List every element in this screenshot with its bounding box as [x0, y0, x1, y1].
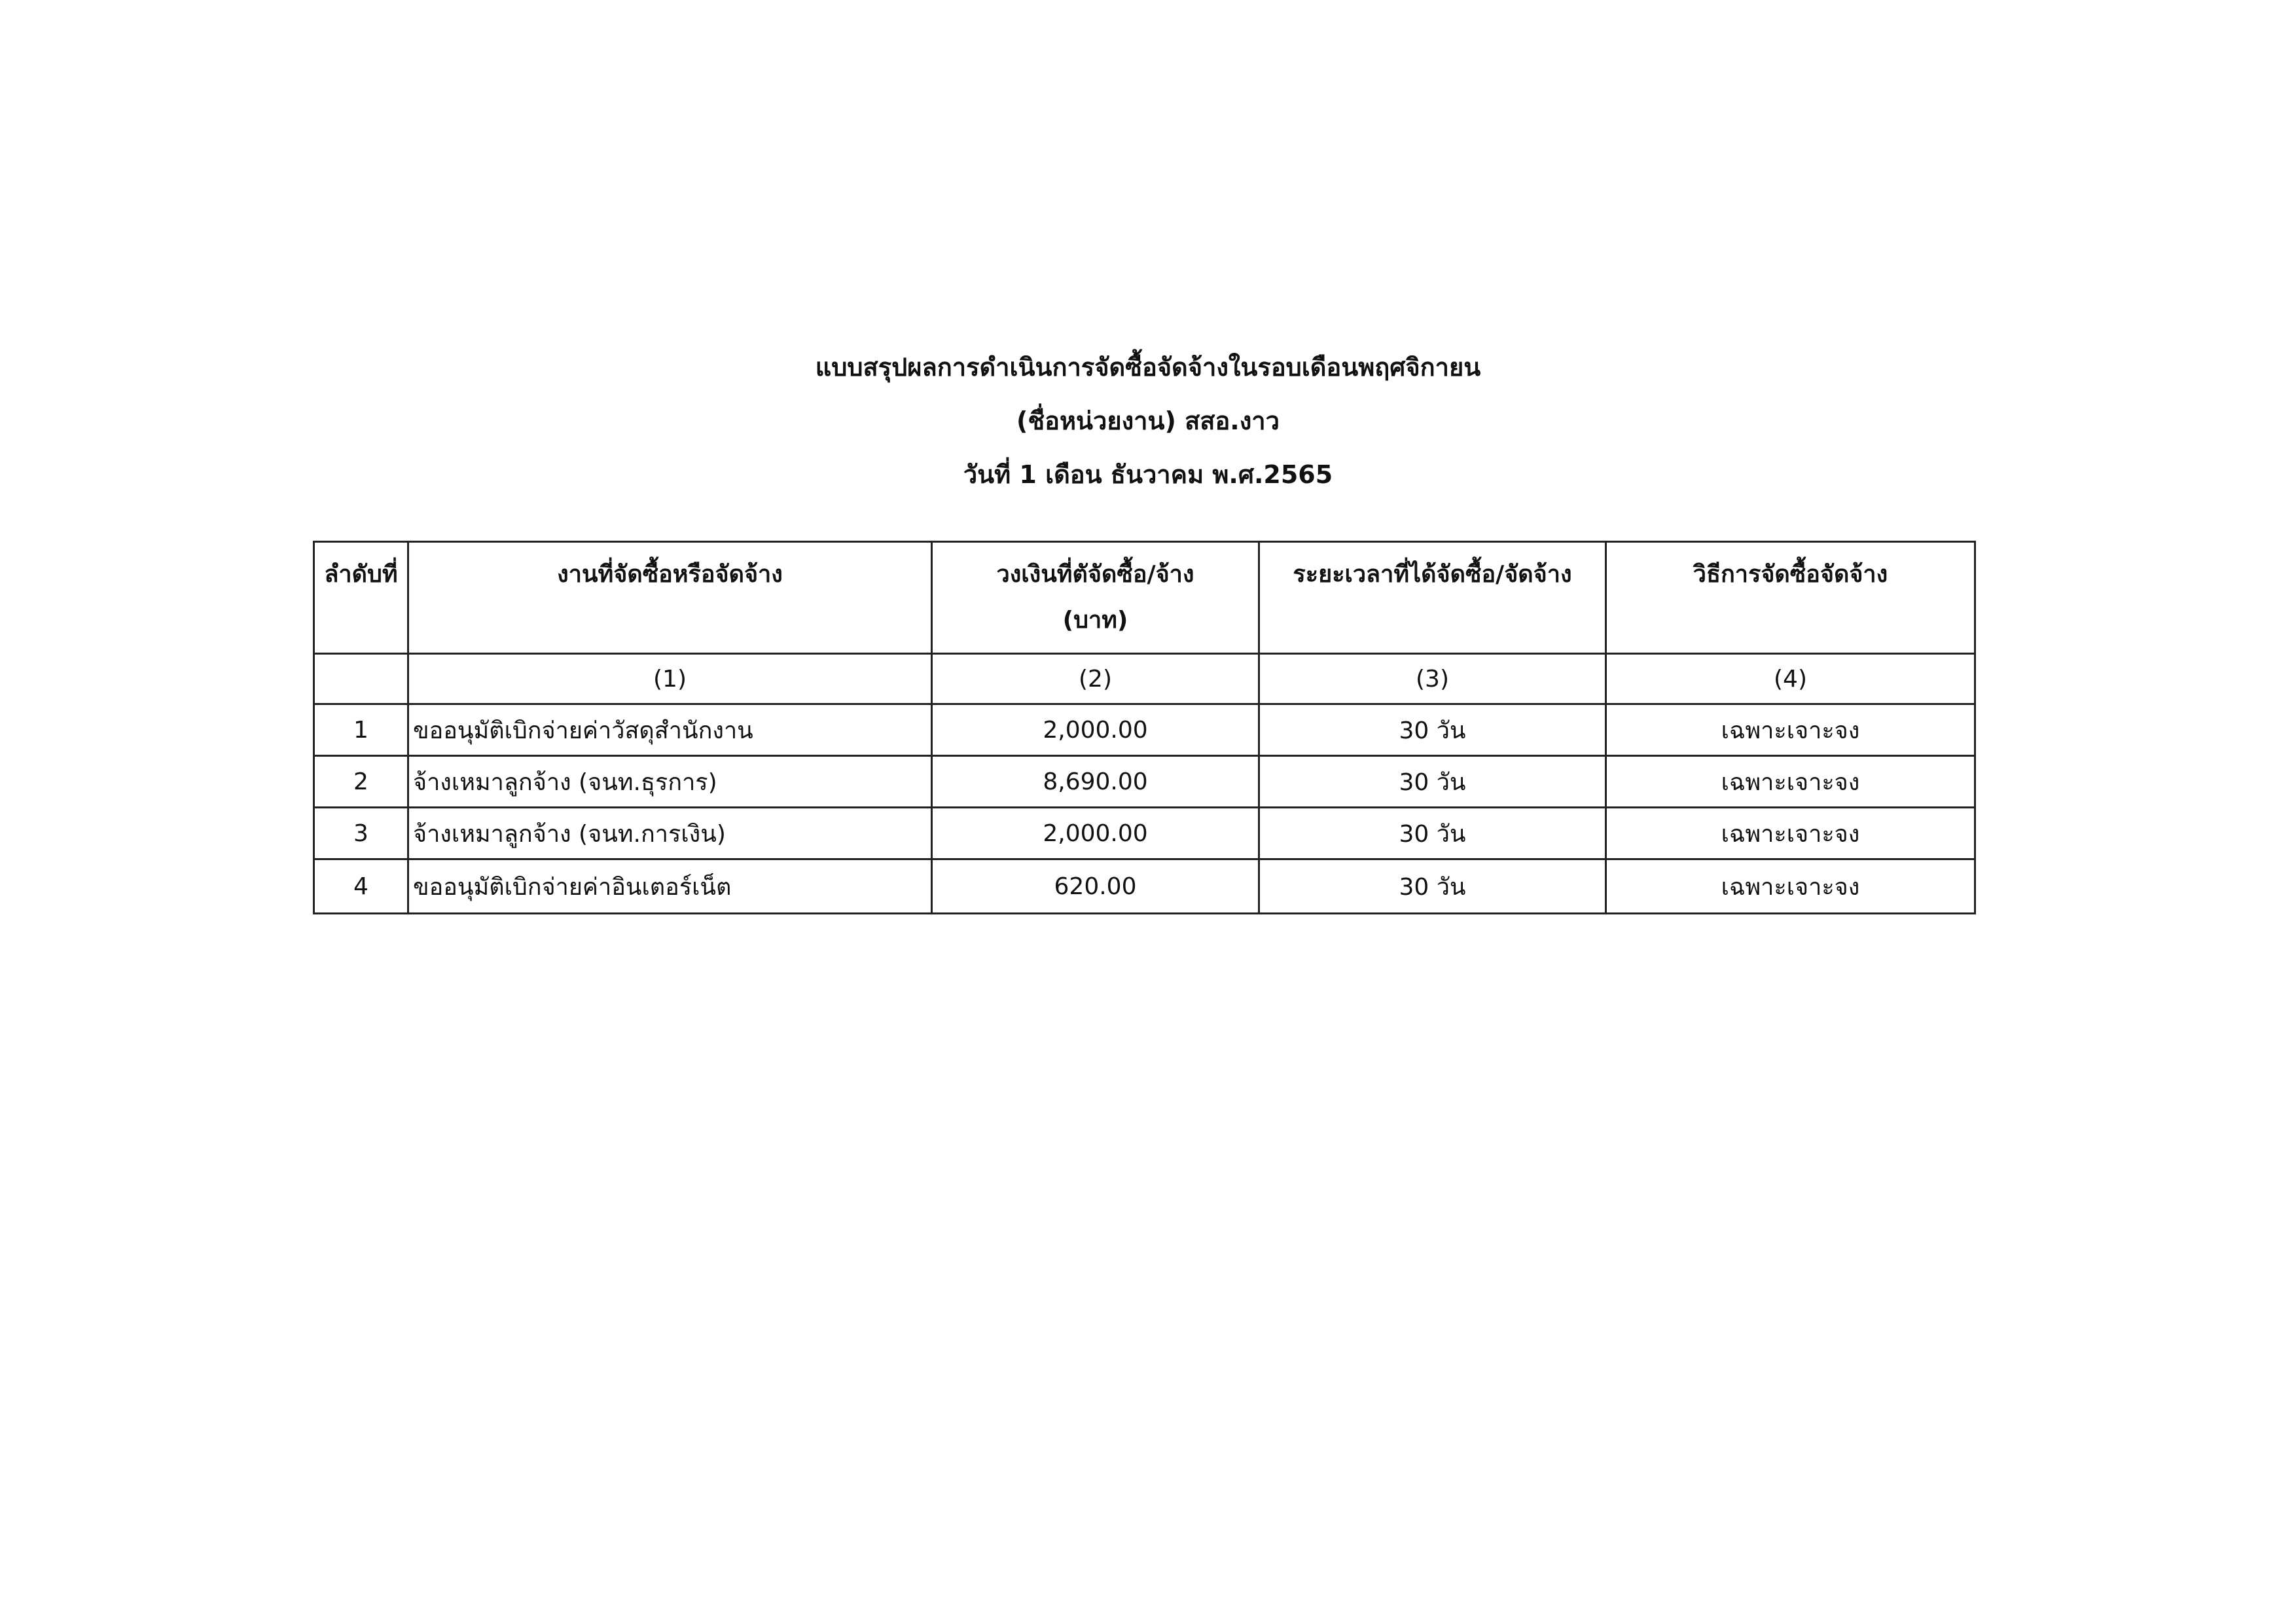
- row-seq: 4: [314, 859, 408, 914]
- column-header-method: วิธีการจัดซื้อจัดจ้าง: [1606, 542, 1975, 654]
- table-row: [314, 704, 1975, 756]
- row-method: เฉพาะเจาะจง: [1606, 704, 1975, 756]
- column-number-period: (3): [1259, 654, 1606, 704]
- row-seq: 3: [314, 808, 408, 859]
- procurement-summary-table: [313, 541, 1976, 914]
- document-date: วันที่ 1 เดือน ธันวาคม พ.ศ.2565: [963, 460, 1333, 489]
- table-header-row: [314, 542, 1975, 654]
- table-row: [314, 808, 1975, 859]
- column-header-seq: ลำดับที่: [314, 542, 408, 654]
- column-number-seq: [314, 654, 408, 704]
- row-method: เฉพาะเจาะจง: [1606, 808, 1975, 859]
- column-header-budget-label: วงเงินที่ตัจัดซื้อ/จ้าง: [996, 561, 1194, 588]
- row-period: 30 วัน: [1259, 859, 1606, 914]
- row-task: จ้างเหมาลูกจ้าง (จนท.ธุรการ): [408, 756, 932, 808]
- document-header: [0, 340, 2296, 501]
- row-seq: 2: [314, 756, 408, 808]
- column-number-row: [314, 654, 1975, 704]
- column-header-period: ระยะเวลาที่ได้จัดซื้อ/จัดจ้าง: [1259, 542, 1606, 654]
- column-header-budget-unit: (บาท): [1062, 607, 1128, 634]
- row-period: 30 วัน: [1259, 808, 1606, 859]
- row-seq: 1: [314, 704, 408, 756]
- row-period: 30 วัน: [1259, 704, 1606, 756]
- column-number-task: (1): [408, 654, 932, 704]
- column-header-budget: [932, 542, 1259, 654]
- table-row: [314, 859, 1975, 914]
- column-number-budget: (2): [932, 654, 1259, 704]
- row-method: เฉพาะเจาะจง: [1606, 859, 1975, 914]
- column-number-method: (4): [1606, 654, 1975, 704]
- column-header-task: งานที่จัดซื้อหรือจัดจ้าง: [408, 542, 932, 654]
- row-method: เฉพาะเจาะจง: [1606, 756, 1975, 808]
- row-period: 30 วัน: [1259, 756, 1606, 808]
- row-budget: 8,690.00: [932, 756, 1259, 808]
- document-title: แบบสรุปผลการดำเนินการจัดซื้อจัดจ้างในรอบเดือนพฤศจิกายน: [815, 353, 1481, 382]
- row-task: ขออนุมัติเบิกจ่ายค่าวัสดุสำนักงาน: [408, 704, 932, 756]
- row-task: ขออนุมัติเบิกจ่ายค่าอินเตอร์เน็ต: [408, 859, 932, 914]
- row-budget: 2,000.00: [932, 808, 1259, 859]
- table-row: [314, 756, 1975, 808]
- agency-name: (ชื่อหน่วยงาน) สสอ.งาว: [1016, 406, 1280, 435]
- row-budget: 620.00: [932, 859, 1259, 914]
- row-budget: 2,000.00: [932, 704, 1259, 756]
- row-task: จ้างเหมาลูกจ้าง (จนท.การเงิน): [408, 808, 932, 859]
